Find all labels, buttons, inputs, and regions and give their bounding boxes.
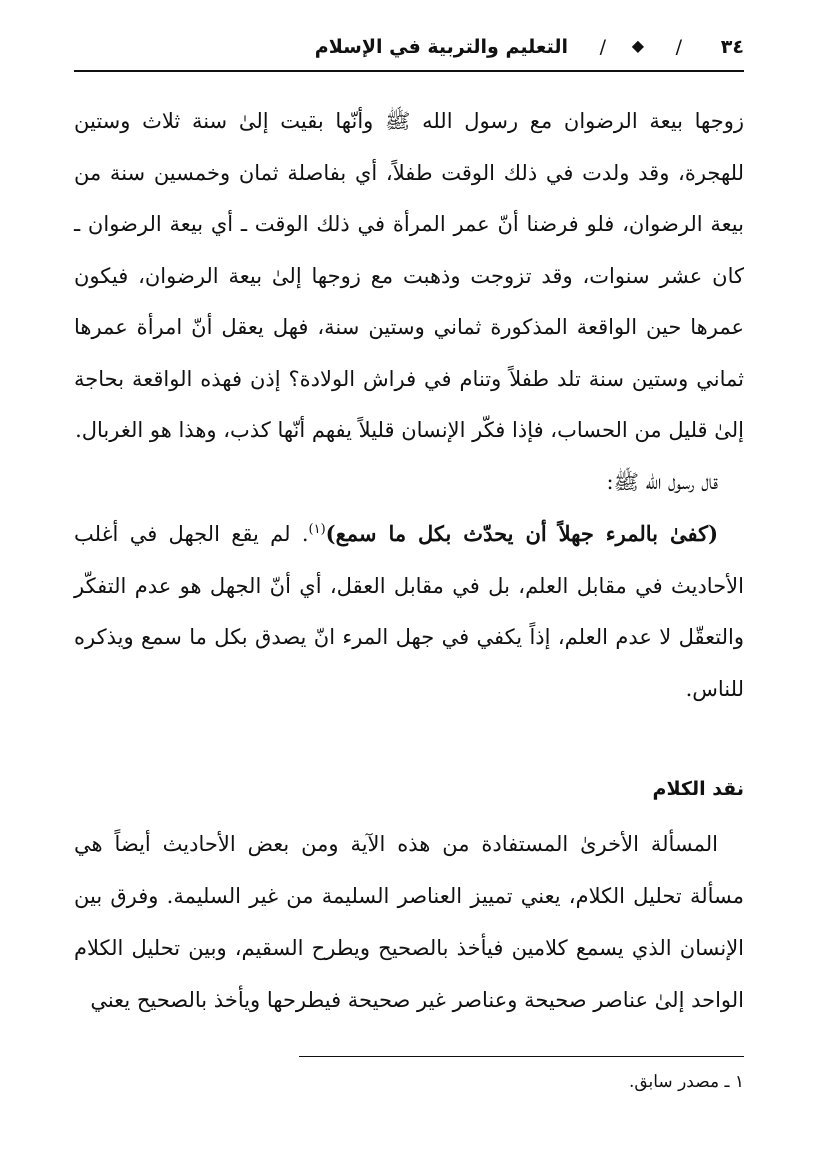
header-separator: / (599, 36, 606, 58)
hadith-quote: (كفىٰ بالمرء جهلاً أن يحدّث بكل ما سمع) (325, 521, 719, 546)
hadith-paragraph (74, 508, 744, 715)
section-text (74, 818, 744, 1026)
main-text (74, 96, 744, 715)
running-header (74, 30, 744, 70)
footnote-reference: (١) (308, 522, 326, 537)
paragraph: المسألة الأخرىٰ المستفادة من هذه الآية ومن بعض الأحاديث أيضاً هي مسألة تحليل الكلام، يعني تمييز العناصر السليمة من غير السليمة. وفرق بين الإنسان الذي يسمع كلامين فيأخذ بالصحيح ويطرح السقيم، وبين تحليل الكلام الواحد إلىٰ عناصر صحيحة وعناصر غير صحيحة فيطرحها ويأخذ بالصحيح يعني (74, 832, 744, 1012)
quote-intro: قال رسول الله ﷺ: (606, 469, 718, 494)
header-separator: / (675, 36, 682, 58)
book-title: التعليم والتربية في الإسلام (314, 36, 568, 58)
diamond-icon: ◆ (631, 36, 644, 55)
footnote: ١ ـ مصدر سابق. (628, 1072, 744, 1092)
paragraph: زوجها بيعة الرضوان مع رسول الله ﷺ وأنّها بقيت إلىٰ سنة ثلاث وستين للهجرة، وقد ولدت في ذلك الوقت طفلاً، أي بفاصلة ثمان وخمسين سنة من بيعة الرضوان، فلو فرضنا أنّ عمر المرأة في ذلك الوقت ـ أي بيعة الرضوان ـ كان عشر سنوات، وقد تزوجت وذهبت مع زوجها إلىٰ بيعة الرضوان، فيكون عمرها حين الواقعة المذكورة ثماني وستين سنة، فهل يعقل أنّ امرأة عمرها ثماني وستين سنة تلد طفلاً وتنام في فراش الولادة؟ إذن فهذه الواقعة بحاجة إلىٰ قليل من الحساب، فإذا فكّر الإنسان قليلاً يفهم أنّها كذب، وهذا هو الغربال. (74, 109, 744, 442)
page-number: ٣٤ (720, 36, 744, 58)
hadith-commentary: . لم يقع الجهل في أغلب الأحاديث في مقابل العلم، بل في مقابل العقل، أي أنّ الجهل هو عدم التفكّر والتعقّل لا عدم العلم، إذاً يكفي في جهل المرء انّ يصدق بكل ما سمع ويذكره للناس. (74, 522, 744, 701)
header-divider (74, 70, 744, 72)
section-heading: نقد الكلام (652, 778, 744, 800)
footnote-divider (299, 1056, 744, 1057)
